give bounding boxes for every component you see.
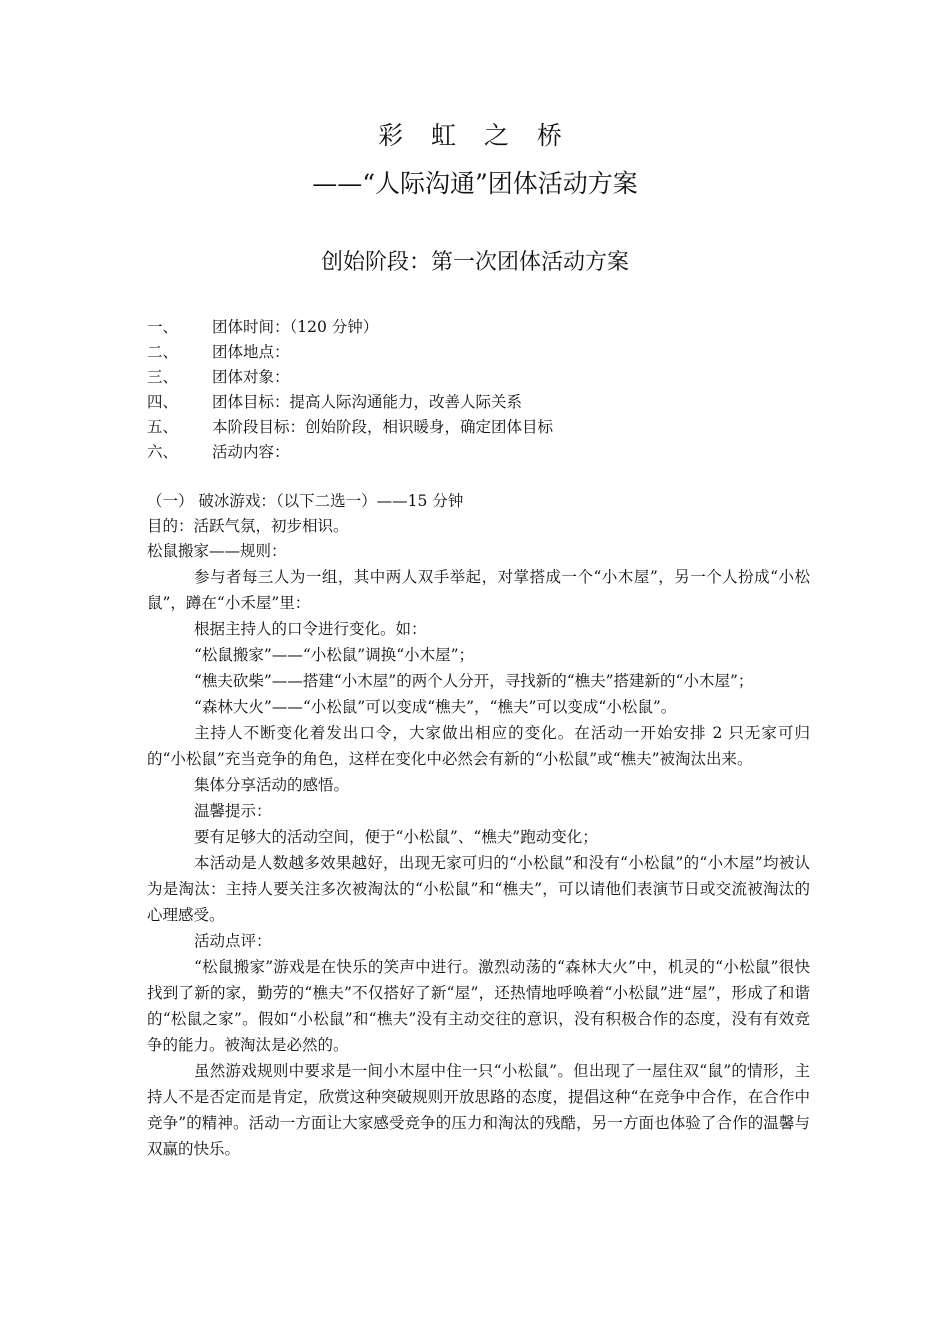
command-squirrel-move: “松鼠搬家”——“小松鼠”调换“小木屋”； xyxy=(194,646,475,664)
plan-item-number: 六、 xyxy=(147,443,179,461)
plan-item-time xyxy=(147,315,827,340)
plan-item-text: 团体目标：提高人际沟通能力，改善人际关系 xyxy=(212,393,523,411)
command-forest-fire: “森林大火”——“小松鼠”可以变成“樵夫”，“樵夫”可以变成“小松鼠”。 xyxy=(194,698,677,716)
icebreaker-section xyxy=(147,489,810,1162)
command-woodcutter: “樵夫砍柴”——搭建“小木屋”的两个人分开，寻找新的“樵夫”搭建新的“小木屋”； xyxy=(194,672,754,690)
review-label: 活动点评： xyxy=(194,932,272,950)
review-paragraph-2: 虽然游戏规则中要求是一间小木屋中住一只“小松鼠”。但出现了一屋住双“鼠”的情形，主持人不是否定而是肯定，欣赏这种突破规则开放思路的态度，提倡这种“在竞争中合作，在合作中竞争”的精神。活动一方面让大家感受竞争的压力和淘汰的残酷，另一方面也体验了合作的温馨与双赢的快乐。 xyxy=(147,1062,810,1158)
document-title: 彩 虹 之 桥 xyxy=(378,121,572,150)
plan-item-stage-goal xyxy=(147,415,827,440)
tip-space: 要有足够大的活动空间，便于“小松鼠”、“樵夫”跑动变化； xyxy=(194,828,598,846)
document-subtitle: ——“人际沟通”团体活动方案 xyxy=(312,169,638,198)
plan-item-content xyxy=(147,440,827,465)
plan-item-number: 一、 xyxy=(147,318,179,336)
review-paragraph-1: “松鼠搬家”游戏是在快乐的笑声中进行。激烈动荡的“森林大火”中，机灵的“小松鼠”很快找到了新的家，勤劳的“樵夫”不仅搭好了新“屋”，还热情地呼唤着“小松鼠”进“屋”，形成了和谐的“松鼠之家”。假如“小松鼠”和“樵夫”没有主动交往的意识，没有积极合作的态度，没有有效竞争的能力。被淘汰是必然的。 xyxy=(147,958,810,1054)
plan-item-goal xyxy=(147,390,827,415)
plan-item-number: 三、 xyxy=(147,368,179,386)
tip-elimination: 本活动是人数越多效果越好，出现无家可归的“小松鼠”和没有“小松鼠”的“小木屋”均被认为是淘汰：主持人要关注多次被淘汰的“小松鼠”和“樵夫”，可以请他们表演节日或交流被淘汰的心理感受。 xyxy=(147,854,810,924)
plan-item-text: 本阶段目标：创始阶段，相识暖身，确定团体目标 xyxy=(212,418,554,436)
plan-item-number: 四、 xyxy=(147,393,179,411)
plan-item-number: 二、 xyxy=(147,343,179,361)
game-title: 松鼠搬家——规则： xyxy=(147,542,287,560)
plan-item-location xyxy=(147,340,827,365)
plan-item-text: 活动内容： xyxy=(212,443,290,461)
tips-label: 温馨提示： xyxy=(194,802,272,820)
section-purpose: 目的：活跃气氛，初步相识。 xyxy=(147,517,349,535)
plan-item-text: 团体地点： xyxy=(212,343,290,361)
share-line: 集体分享活动的感悟。 xyxy=(194,776,350,794)
rule-paragraph: 参与者每三人为一组，其中两人双手举起，对掌搭成一个“小木屋”，另一个人扮成“小松鼠”，蹲在“小禾屋”里： xyxy=(147,568,810,612)
process-paragraph: 主持人不断变化着发出口令，大家做出相应的变化。在活动一开始安排 2 只无家可归的“小松鼠”充当竞争的角色，这样在变化中必然会有新的“小松鼠”或“樵夫”被淘汰出来。 xyxy=(147,724,810,768)
section-heading: （一） 破冰游戏：（以下二选一）——15 分钟 xyxy=(147,492,464,510)
plan-item-audience xyxy=(147,365,827,390)
plan-item-text: 团体时间：（120 分钟） xyxy=(212,318,379,336)
plan-item-number: 五、 xyxy=(147,418,179,436)
stage-title: 创始阶段：第一次团体活动方案 xyxy=(320,250,629,275)
plan-item-list xyxy=(147,315,827,465)
command-intro: 根据主持人的口令进行变化。如： xyxy=(194,620,427,638)
plan-item-text: 团体对象： xyxy=(212,368,290,386)
